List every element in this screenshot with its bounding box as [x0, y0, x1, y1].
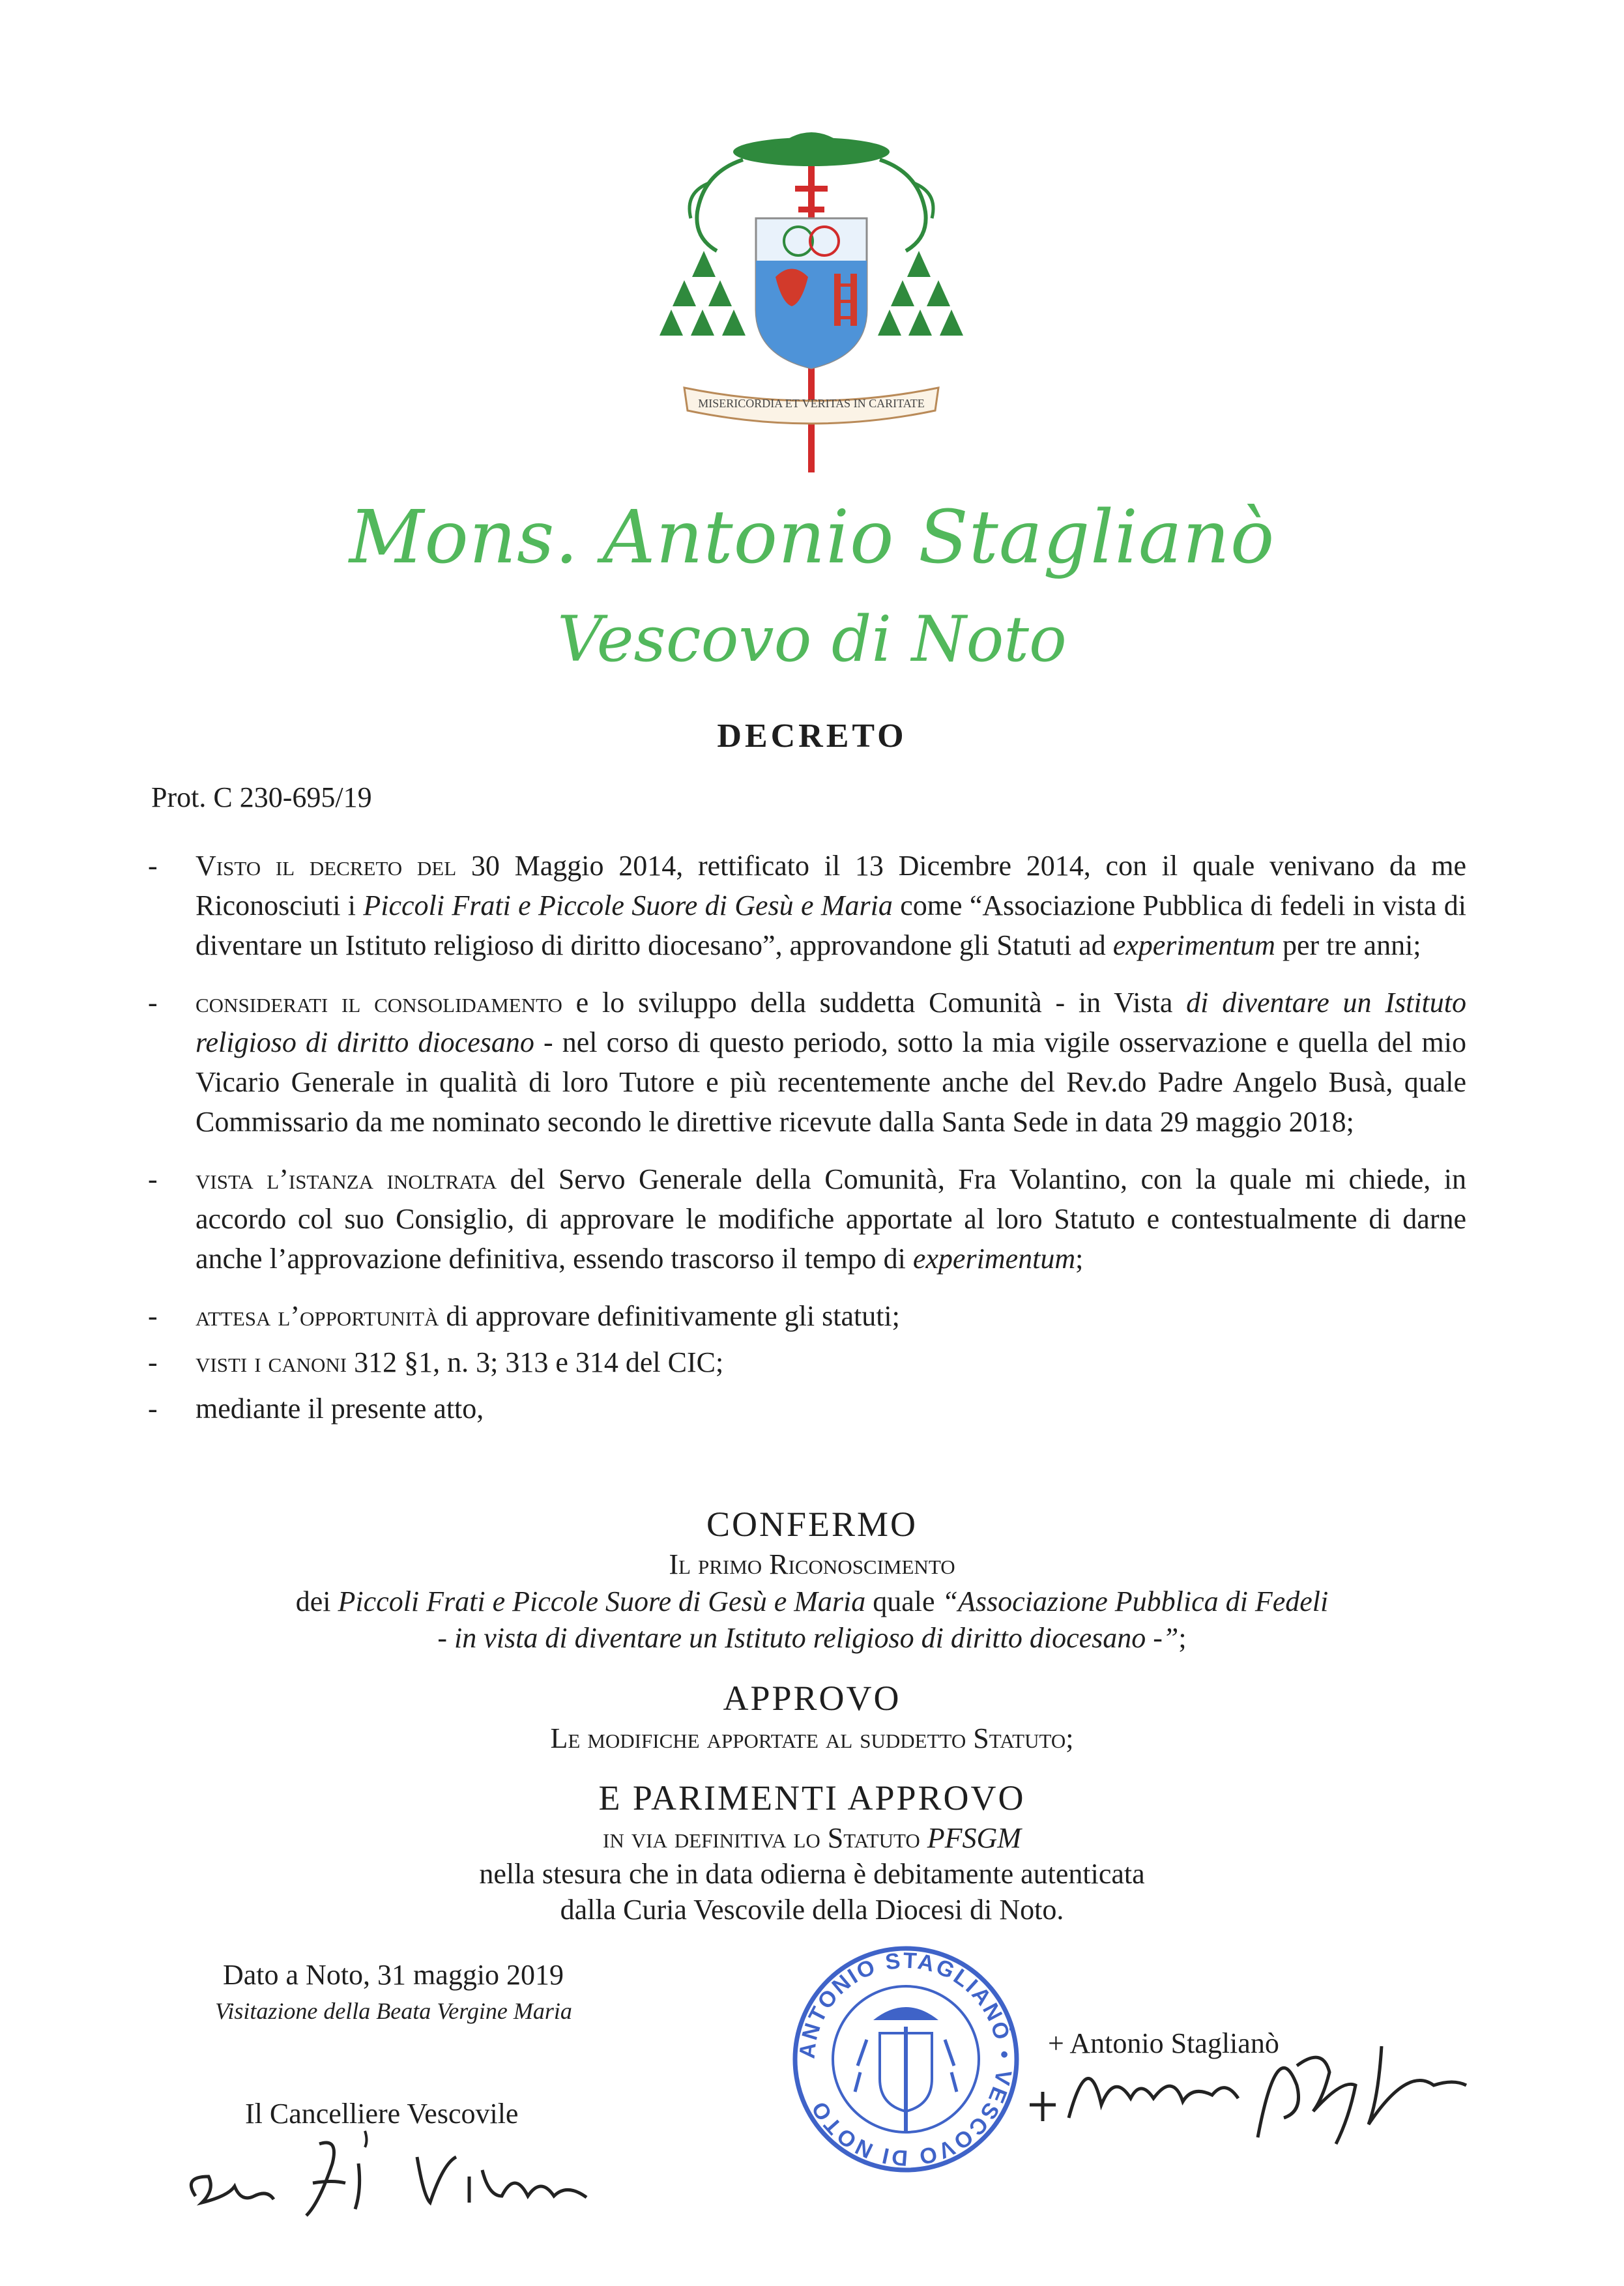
clause-text: come “Associazione Pubblica di fedeli in vista di diventare un Istituto religioso di diritto diocesano”, approvandone gli Statuti ad: [196, 890, 1466, 961]
clause-italic: di diventare un Istituto religioso di diritto diocesano: [196, 987, 1466, 1058]
clause-text: mediante il presente atto,: [196, 1393, 484, 1425]
date-place: Dato a Noto, 31 maggio 2019: [223, 1959, 564, 1991]
clause-list: [148, 846, 1467, 1435]
text-span: ;: [1178, 1622, 1187, 1654]
clause-visto: [148, 846, 1467, 965]
confermo-line-1: [0, 1585, 1624, 1618]
confermo-line-2: [0, 1621, 1624, 1655]
clause-considerati: [148, 983, 1466, 1142]
clause-text: 30 Maggio 2014, rettificato il 13 Dicembre 2014, con il quale venivano da me Riconosciuti i: [196, 850, 1467, 921]
text-span: - in vista di diventare un Istituto religioso di diritto diocesano -”: [437, 1622, 1179, 1654]
clause-lead: attesa l’opportunità: [196, 1300, 439, 1332]
list-dash: -: [148, 1163, 158, 1195]
document-title: DECRETO: [717, 717, 907, 755]
clause-italic: experimentum: [1112, 929, 1275, 961]
approvo-subheading: Le modifiche apportate al suddetto Statuto;: [550, 1722, 1074, 1754]
protocol-number: Prot. C 230-695/19: [151, 781, 372, 813]
text-span: in via definitiva lo Statuto: [603, 1822, 927, 1854]
chancellor-label: Il Cancelliere Vescovile: [245, 2098, 519, 2130]
episcopal-seal-stamp: [789, 1942, 1023, 2177]
clause-lead: Visto il decreto del: [196, 850, 457, 882]
clause-attesa: [148, 1296, 1466, 1336]
clause-italic: experimentum: [912, 1243, 1076, 1275]
coat-of-arms-emblem: [658, 121, 964, 492]
bishop-name-heading: Mons. Antonio Staglianò: [349, 495, 1275, 580]
text-span: dei: [295, 1585, 338, 1617]
text-span: PFSGM: [927, 1822, 1021, 1854]
text-span: “Associazione Pubblica di Fedeli: [942, 1585, 1329, 1617]
clause-lead: visti i canoni: [196, 1346, 347, 1378]
text-span: quale: [865, 1585, 942, 1617]
parimenti-heading: E PARIMENTI APPROVO: [598, 1778, 1026, 1817]
clause-visti: [148, 1342, 1466, 1382]
clause-text: di approvare definitivamente gli statuti;: [439, 1300, 900, 1332]
chancellor-handwritten-signature: [169, 2124, 665, 2229]
parimenti-subheading: [0, 1821, 1624, 1855]
clause-italic: Piccoli Frati e Piccole Suore di Gesù e Maria: [363, 890, 893, 921]
confermo-subheading: Il primo Riconoscimento: [669, 1548, 955, 1580]
clause-text: ;: [1075, 1243, 1084, 1275]
list-dash: -: [148, 850, 158, 882]
motto-text: MISERICORDIA ET VERITAS IN CARITATE: [698, 397, 925, 410]
clause-mediante: [148, 1389, 1466, 1428]
clause-vista: [148, 1159, 1467, 1279]
list-dash: -: [148, 1300, 158, 1332]
clause-text: 312 §1, n. 3; 313 e 314 del CIC;: [347, 1346, 724, 1378]
clause-text: e lo sviluppo della suddetta Comunità - in Vista: [562, 987, 1187, 1019]
list-dash: -: [148, 987, 158, 1019]
feast-day: Visitazione della Beata Vergine Maria: [215, 1998, 572, 2024]
approvo-heading: APPROVO: [723, 1679, 901, 1718]
list-dash: -: [148, 1346, 158, 1378]
clause-text: - nel corso di questo periodo, sotto la mia vigile osservazione e quella del mio Vicario Generale in qualità di loro Tutore e più recentemente anche del Rev.do Padre Angelo Busà, quale Commissario da me nominato secondo le direttive ricevute dalla Santa Sede in data 29 maggio 2018;: [196, 1026, 1466, 1138]
parimenti-line-1: nella stesura che in data odierna è debitamente autenticata: [479, 1858, 1145, 1890]
seal-ring-text: ANTONIO STAGLIANÒ • VESCOVO DI NOTO: [794, 1948, 1017, 2171]
clause-text: per tre anni;: [1275, 929, 1421, 961]
clause-lead: vista l’istanza inoltrata: [196, 1163, 497, 1195]
list-dash: -: [148, 1393, 158, 1425]
text-span: Piccoli Frati e Piccole Suore di Gesù e Maria: [338, 1585, 866, 1617]
clause-lead: considerati il consolidamento: [196, 987, 562, 1019]
clause-text: del Servo Generale della Comunità, Fra Volantino, con la quale mi chiede, in accordo col suo Consiglio, di approvare le modifiche apportate al loro Statuto e contestualmente di darne anche l’approvazione definitiva, essendo trascorso il tempo di: [196, 1163, 1467, 1275]
bishop-printed-name: + Antonio Staglianò: [1048, 2027, 1279, 2059]
parimenti-line-2: dalla Curia Vescovile della Diocesi di Noto.: [560, 1894, 1064, 1926]
bishop-title-heading: Vescovo di Noto: [557, 603, 1067, 676]
confermo-heading: CONFERMO: [706, 1505, 918, 1544]
